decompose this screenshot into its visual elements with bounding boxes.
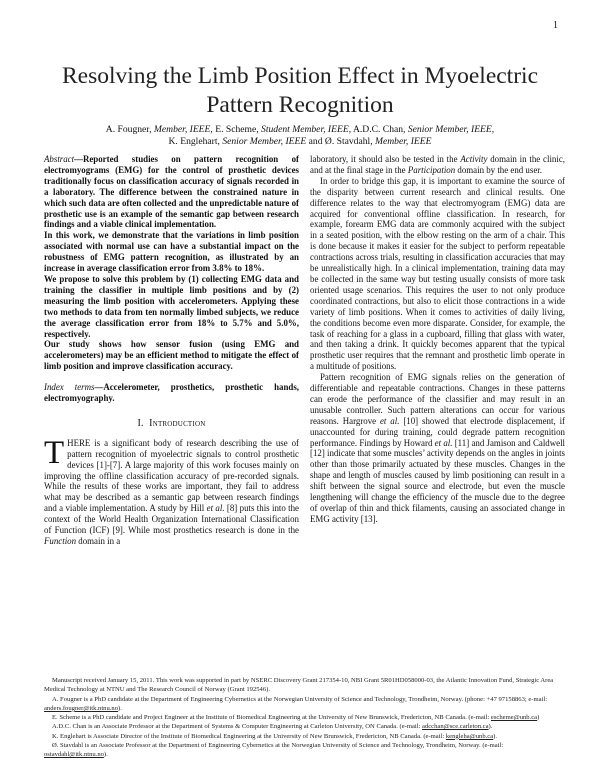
intro-paragraph-1-cont: laboratory, it should also be tested in the Activity domain in the clinic, and at the final stage in the Participation domain by the end user. bbox=[310, 154, 565, 175]
footnote-stavdahl: Ø. Stavdahl is an Associate Professor at the Department of Engineering Cybernetics at the Norwegian University of Science and Technology, Trondheim, Norway. (e-mail: ostavdahl@itk.ntnu.no). bbox=[44, 742, 504, 759]
abstract-paragraph-2: In this work, we demonstrate that the variations in limb position associated with normal use can have a substantial impact on the robustness of EMG pattern recognition, as illustrated by an increase in average classification error from 3.8% to 18%. bbox=[44, 230, 299, 274]
index-terms: Index terms—Accelerometer, prosthetics, prosthetic hands, electromyography. bbox=[44, 382, 299, 404]
section-heading-introduction bbox=[44, 419, 299, 430]
author-stavdahl: and Ø. Stavdahl, bbox=[306, 136, 375, 147]
footnote-chan: A.D.C. Chan is an Associate Professor at the Department of Systems & Computer Engineering at Carleton University, ON Canada. (e-mail: adcchan@sce.carleton.ca). bbox=[52, 723, 493, 731]
abstract bbox=[44, 154, 299, 372]
drop-cap: T bbox=[44, 434, 65, 471]
author-stavdahl-role: Member, IEEE bbox=[375, 136, 432, 147]
footnotes bbox=[44, 676, 562, 760]
footnote-englehart: K. Englehart is Associate Director of the Institute of Biomedical Engineering at the University of New Brunswick, Fredericton, NB Canada. (e-mail: kengleha@unb.ca). bbox=[52, 732, 497, 740]
intro-paragraph-3: Pattern recognition of EMG signals relies on the generation of differentiable and repeatable contractions. Changes in these patterns can erode the performance of the classifier and may result in an unusable controller. Such pattern alterations can occur for various reasons. Hargrove et al. [10] showed that electrode displacement, if unaccounted for during training, could degrade pattern recognition performance. Findings by Howard et al. [11] and Jamison and Caldwell [12] indicate that some muscles’ activity depends on the angles in joints other than those primarily actuated by these muscles. Changes in the shape and length of muscles caused by limb positioning can result in a shift between the signal source and electrode, but even the muscle lengthening will change the efficiency of the muscle due to the degree of overlap of thin and thick filaments, causing an associated change in EMG activity [13]. bbox=[310, 372, 565, 524]
left-column bbox=[44, 154, 299, 547]
author-line-2 bbox=[40, 136, 560, 148]
right-column bbox=[310, 154, 565, 525]
intro-paragraph-1: THERE is a significant body of research describing the use of pattern recognition of myoelectric signals to control prosthetic devices [1]-[7]. A large majority of this work focuses mainly on improving the offline classification accuracy of pre-recorded signals. While the results of these works are important, they fail to address what may be described as a semantic gap between research findings and a viable implementation. A study by Hill et al. [8] puts this into the context of the World Health Organization International Classification of Function (ICF) [9]. While most prosthetics research is done in the Function domain in a bbox=[44, 434, 299, 546]
paper-title: Resolving the Limb Position Effect in Myoelectric Pattern Recognition bbox=[61, 63, 538, 118]
abstract-paragraph-3: We propose to solve this problem by (1) collecting EMG data and training the classifier in multiple limb positions and by (2) measuring the limb position with accelerometers. Applying these two methods to data from ten normally limbed subjects, we reduce the average classification error from 18% to 5.7% and 5.0%, respectively. bbox=[44, 273, 299, 339]
author-fougner: A. Fougner, bbox=[105, 124, 154, 135]
section-title: Introduction bbox=[149, 417, 206, 429]
section-number: I. bbox=[137, 417, 144, 429]
author-englehart: K. Englehart, bbox=[168, 136, 223, 147]
email-link-chan[interactable]: adcchan@sce.carleton.ca bbox=[422, 723, 489, 731]
email-link-stavdahl[interactable]: ostavdahl@itk.ntnu.no bbox=[44, 751, 104, 759]
intro-paragraph-2: In order to bridge this gap, it is important to examine the source of the disparity between current research and clinical results. One difference relates to the way that electromyogram (EMG) data are acquired for conventional offline classification. In research, for example, forearm EMG data are commonly acquired with the subject in a seated position, with the elbow resting on the arm of a chair. This is done because it makes it easier for the subject to perform repeatable contractions across trials, resulting in classification accuracies that may be unrealistically high. In a clinical implementation, training data may be collected in the same way but testing usually consists of more task oriented usage scenarios. This requires the user to not only produce coordinated contractions, but also to elicit those contractions in a wide variety of limb positions. When it comes to activities of daily living, the conditions become even more disparate. Consider, for example, the task of reaching for a glass in a cupboard, filling that glass with water, and then taking a drink. It quickly becomes apparent that the typical prosthetic user requires that the remnant and prosthetic limb operate in a multitude of positions. bbox=[310, 175, 565, 372]
author-fougner-role: Member, IEEE bbox=[153, 124, 211, 135]
author-chan-role: Senior Member, IEEE bbox=[407, 124, 492, 135]
author-chan: , A.D.C. Chan, bbox=[348, 124, 408, 135]
author-separator: , bbox=[491, 124, 495, 135]
footnote-scheme: E. Scheme is a PhD candidate and Project Engineer at the Institute of Biomedical Engineering at the University of New Brunswick, Fredericton, NB Canada. (e-mail: escheme@unb.ca) bbox=[52, 714, 540, 722]
email-link-fougner[interactable]: anders.fougner@itk.ntnu.no bbox=[44, 704, 119, 712]
author-scheme: , E. Scheme, bbox=[210, 124, 262, 135]
email-link-scheme[interactable]: escheme@unb.ca bbox=[490, 714, 538, 722]
abstract-paragraph-4: Our study shows how sensor fusion (using EMG and accelerometers) may be an efficient method to mitigate the effect of limb position and improve classification accuracy. bbox=[44, 339, 299, 372]
author-englehart-role: Senior Member, IEEE bbox=[222, 136, 307, 147]
page-number: 1 bbox=[553, 20, 558, 31]
abstract-label: Abstract bbox=[44, 154, 75, 164]
footnote-manuscript: Manuscript received January 15, 2011. This work was supported in part by NSERC Discovery Grant 217354-10, NBI Grant 5R01HD058000-03, the Atlantic Innovation Fund, Strategic Area Medical Technology at NTNU and The Research Council of Norway (Grant 192546). bbox=[44, 677, 554, 694]
author-line-1 bbox=[40, 124, 560, 136]
author-list bbox=[40, 124, 560, 148]
index-terms-label: Index terms bbox=[44, 382, 95, 393]
abstract-paragraph-1: Abstract—Reported studies on pattern recognition of electromyograms (EMG) for the control of prosthetic devices traditionally focus on classification accuracy of signals recorded in a laboratory. The difference between the constrained nature in which such data are often collected and the unpredictable nature of prosthetic use is an example of the semantic gap between research findings and a viable clinical implementation. bbox=[44, 154, 299, 230]
author-scheme-role: Student Member, IEEE bbox=[261, 124, 349, 135]
footnote-fougner: A. Fougner is a PhD candidate at the Department of Engineering Cybernetics at the Norwegian University of Science and Technology, Trondheim, Norway. (phone: +47 97158863; e-mail: anders.fougner@itk.ntnu.no). bbox=[44, 695, 548, 712]
email-link-englehart[interactable]: kengleha@unb.ca bbox=[445, 732, 494, 740]
